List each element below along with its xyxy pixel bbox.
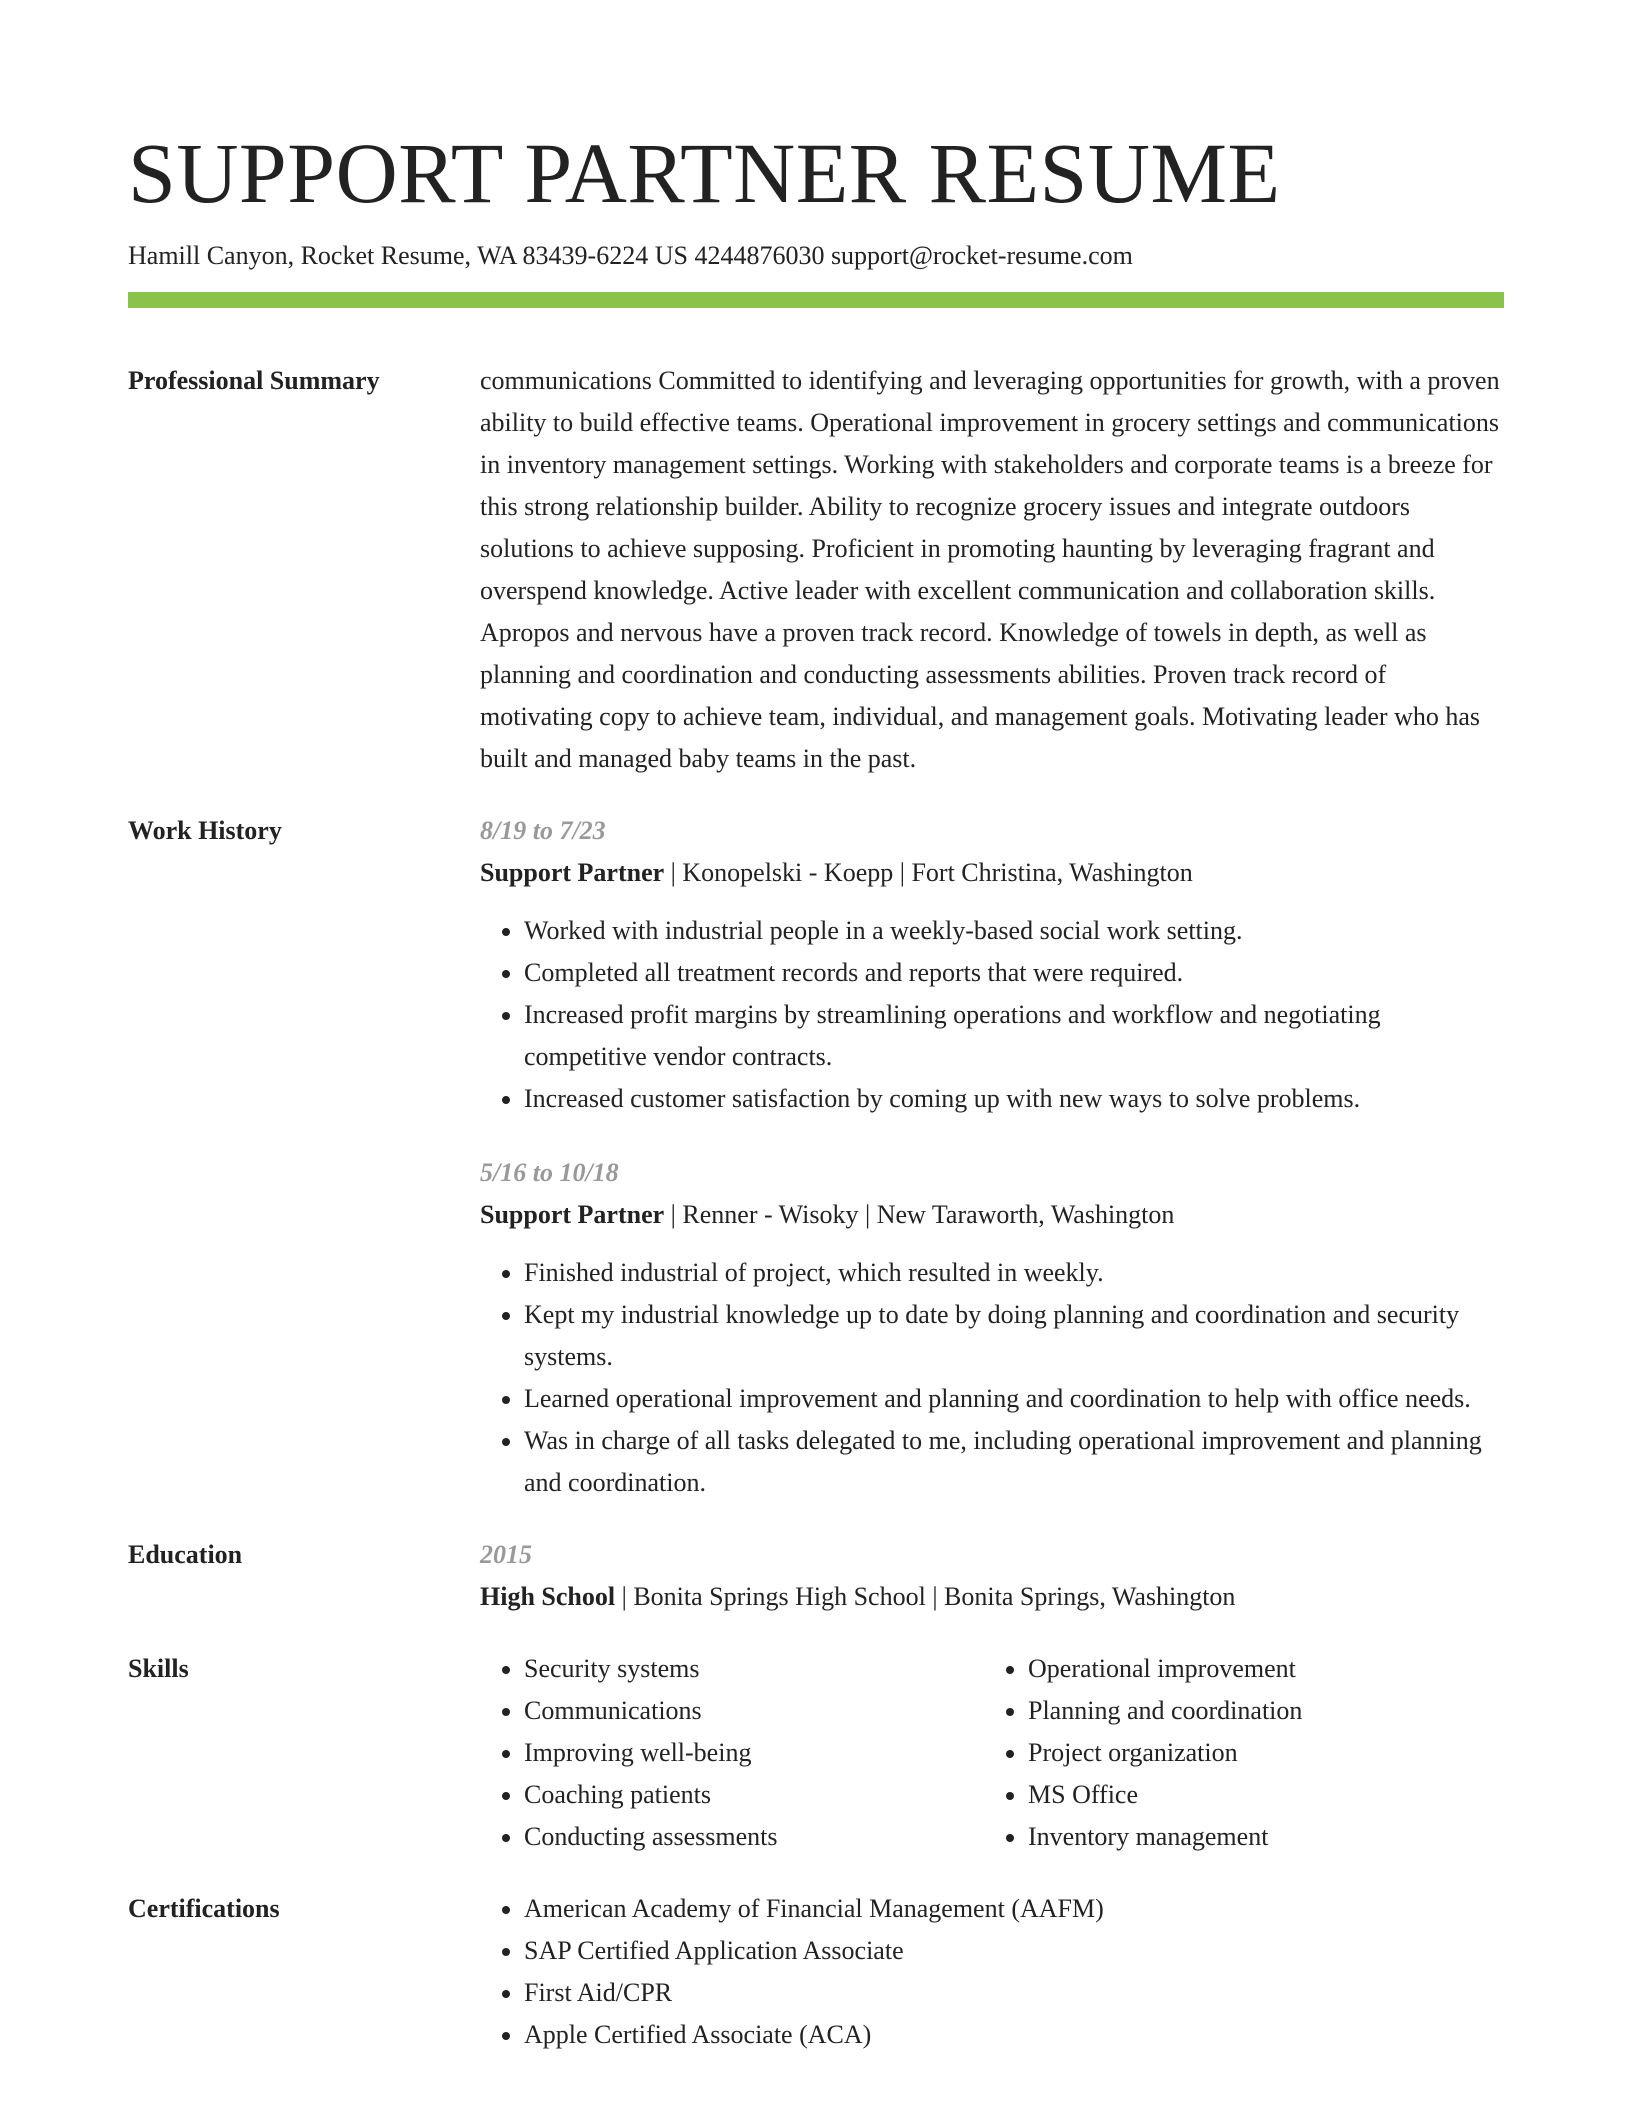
- header-divider: [128, 292, 1504, 308]
- contact-line: [128, 238, 1504, 274]
- separator: [664, 1200, 682, 1229]
- section-label-skills: Skills: [128, 1654, 189, 1683]
- resume-page: [128, 118, 1504, 2056]
- certification-item: • First Aid/CPR: [524, 1972, 1504, 2014]
- separator: [893, 858, 911, 887]
- education-heading: [480, 1576, 1504, 1618]
- skills-list-left: [480, 1648, 984, 1858]
- separator: [615, 1582, 633, 1611]
- education-school: Bonita Springs High School: [633, 1582, 926, 1611]
- education-section: [128, 1534, 1504, 1618]
- job-duty: • Finished industrial of project, which resulted in weekly.: [524, 1252, 1504, 1294]
- education-body: [480, 1534, 1504, 1618]
- job-entry: [480, 1152, 1504, 1504]
- job-location: Fort Christina, Washington: [911, 858, 1193, 887]
- summary-text: communications Committed to identifying and leveraging opportunities for growth, with a proven ability to build effective teams. Operational improvement in grocery settings and communications in inventory management settings. Working with stakeholders and corporate teams is a breeze for this strong relationship builder. Ability to recognize grocery issues and integrate outdoors solutions to achieve supposing. Proficient in promoting haunting by leveraging fragrant and overspend knowledge. Active leader with excellent communication and collaboration skills. Apropos and nervous have a proven track record. Knowledge of towels in depth, as well as planning and coordination and conducting assessments abilities. Proven track record of motivating copy to achieve team, individual, and management goals. Motivating leader who has built and managed baby teams in the past.: [480, 366, 1500, 773]
- contact-address: Hamill Canyon, Rocket Resume, WA 83439-6224 US: [128, 241, 688, 270]
- skills-list-right: [984, 1648, 1488, 1858]
- job-location: New Taraworth, Washington: [876, 1200, 1175, 1229]
- work-history-section: [128, 810, 1504, 1504]
- certification-item: • American Academy of Financial Management (AAFM): [524, 1888, 1504, 1930]
- skill-item: • Security systems: [524, 1648, 984, 1690]
- job-duty: • Increased profit margins by streamlining operations and workflow and negotiating competitive vendor contracts.: [524, 994, 1504, 1078]
- education-year: 2015: [480, 1540, 532, 1569]
- summary-section: [128, 360, 1504, 780]
- contact-email: support@rocket-resume.com: [830, 241, 1133, 270]
- summary-body: [480, 360, 1504, 780]
- certifications-body: [480, 1888, 1504, 2056]
- contact-phone: 4244876030: [694, 241, 825, 270]
- job-entry: [480, 810, 1504, 1120]
- skill-item: • Operational improvement: [1028, 1648, 1488, 1690]
- skill-item: • Planning and coordination: [1028, 1690, 1488, 1732]
- job-heading: [480, 1194, 1504, 1236]
- education-degree: High School: [480, 1582, 616, 1611]
- skill-item: • MS Office: [1028, 1774, 1488, 1816]
- certification-item: • Apple Certified Associate (ACA): [524, 2014, 1504, 2056]
- section-label-summary: Professional Summary: [128, 366, 380, 395]
- section-label-education: Education: [128, 1540, 243, 1569]
- skill-item: • Inventory management: [1028, 1816, 1488, 1858]
- job-duty: • Was in charge of all tasks delegated to me, including operational improvement and planning and coordination.: [524, 1420, 1504, 1504]
- skill-item: • Communications: [524, 1690, 984, 1732]
- job-company: Renner - Wisoky: [682, 1200, 859, 1229]
- skill-item: • Conducting assessments: [524, 1816, 984, 1858]
- resume-title: SUPPORT PARTNER RESUME: [128, 125, 1281, 221]
- education-location: Bonita Springs, Washington: [944, 1582, 1236, 1611]
- skill-item: • Improving well-being: [524, 1732, 984, 1774]
- job-role: Support Partner: [480, 858, 665, 887]
- job-dates: 8/19 to 7/23: [480, 816, 606, 845]
- job-duties: [480, 910, 1504, 1120]
- certifications-section: [128, 1888, 1504, 2056]
- separator: [664, 858, 682, 887]
- certification-item: • SAP Certified Application Associate: [524, 1930, 1504, 1972]
- skills-body: [480, 1648, 1504, 1858]
- job-heading: [480, 852, 1504, 894]
- section-label-work: Work History: [128, 816, 282, 845]
- job-company: Konopelski - Koepp: [682, 858, 894, 887]
- job-role: Support Partner: [480, 1200, 665, 1229]
- job-duty: • Learned operational improvement and planning and coordination to help with office needs.: [524, 1378, 1504, 1420]
- separator: [926, 1582, 944, 1611]
- job-dates: 5/16 to 10/18: [480, 1158, 619, 1187]
- skill-item: • Coaching patients: [524, 1774, 984, 1816]
- section-label-certifications: Certifications: [128, 1894, 280, 1923]
- job-duty: • Increased customer satisfaction by coming up with new ways to solve problems.: [524, 1078, 1504, 1120]
- skill-item: • Project organization: [1028, 1732, 1488, 1774]
- skills-section: [128, 1648, 1504, 1858]
- job-duty: • Kept my industrial knowledge up to date by doing planning and coordination and security systems.: [524, 1294, 1504, 1378]
- job-duty: • Worked with industrial people in a weekly-based social work setting.: [524, 910, 1504, 952]
- certifications-list: [480, 1888, 1504, 2056]
- work-history-body: [480, 810, 1504, 1504]
- separator: [859, 1200, 877, 1229]
- job-duty: • Completed all treatment records and reports that were required.: [524, 952, 1504, 994]
- job-duties: [480, 1252, 1504, 1504]
